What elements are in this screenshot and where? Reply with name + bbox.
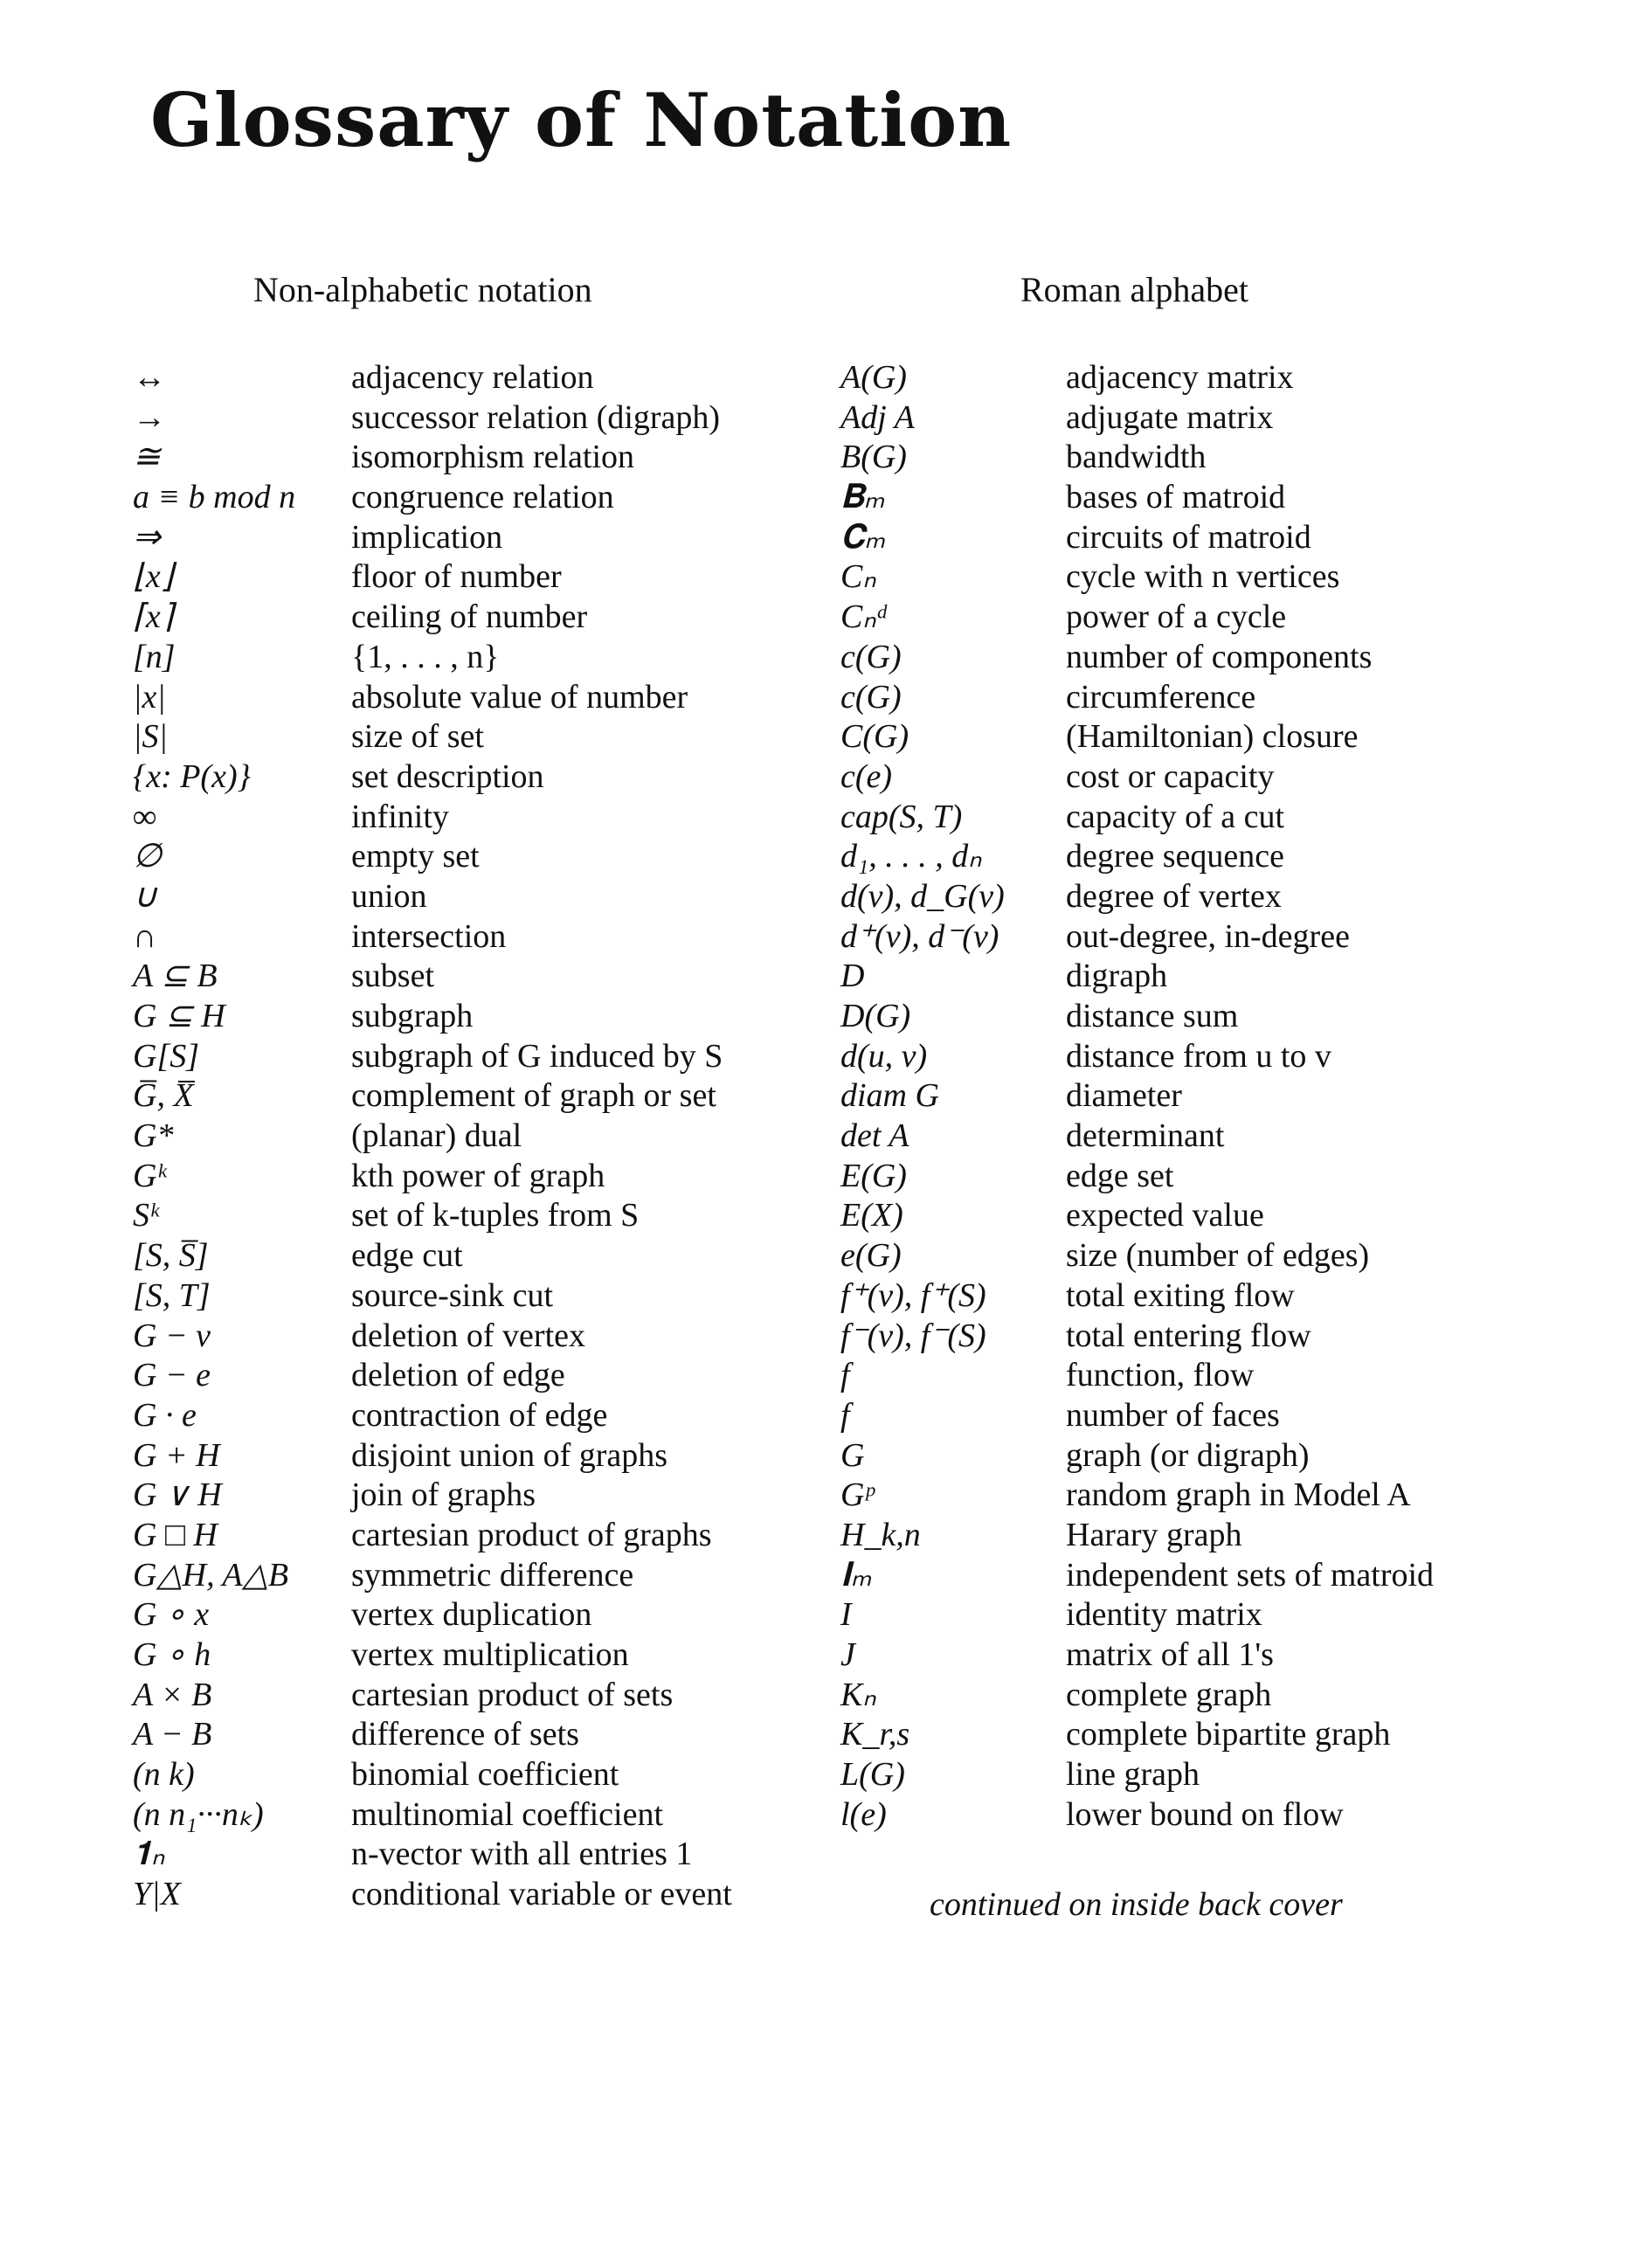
- glossary-entry: [133, 757, 797, 798]
- glossary-entry: [840, 398, 1504, 439]
- glossary-entry: [840, 957, 1504, 997]
- notation-description: congruence relation: [351, 479, 614, 516]
- notation-symbol: d₁, . . . , dₙ: [840, 838, 982, 875]
- notation-description: complete bipartite graph: [1066, 1716, 1391, 1753]
- glossary-entry: [840, 1556, 1504, 1596]
- notation-symbol: G[S]: [133, 1037, 200, 1075]
- glossary-entry: [840, 1356, 1504, 1396]
- glossary-entry: [840, 1037, 1504, 1077]
- notation-description: cartesian product of graphs: [351, 1516, 712, 1553]
- notation-description: bandwidth: [1066, 439, 1207, 476]
- notation-symbol: A − B: [133, 1716, 212, 1753]
- notation-symbol: →: [133, 398, 166, 436]
- notation-symbol: G ∘ x: [133, 1596, 210, 1634]
- notation-symbol: 𝐈ₘ: [840, 1556, 872, 1594]
- glossary-entry: [840, 917, 1504, 958]
- notation-description: absolute value of number: [351, 678, 688, 716]
- notation-symbol: f: [840, 1396, 850, 1434]
- notation-symbol: Adj A: [840, 398, 915, 436]
- notation-description: determinant: [1066, 1117, 1225, 1155]
- notation-symbol: Kₙ: [840, 1676, 876, 1713]
- glossary-entry: [133, 638, 797, 678]
- notation-description: degree sequence: [1066, 838, 1285, 875]
- notation-symbol: f⁺(v), f⁺(S): [840, 1276, 986, 1314]
- notation-description: (Hamiltonian) closure: [1066, 718, 1359, 756]
- glossary-entry: [133, 1715, 797, 1755]
- notation-description: ceiling of number: [351, 598, 588, 636]
- glossary-entry: [840, 997, 1504, 1037]
- glossary-entry: [133, 1635, 797, 1676]
- notation-symbol: ∩: [133, 917, 157, 955]
- notation-description: complete graph: [1066, 1676, 1272, 1713]
- glossary-entry: [840, 1157, 1504, 1197]
- glossary-entry: [133, 1117, 797, 1157]
- notation-description: cycle with n vertices: [1066, 558, 1340, 596]
- glossary-entry: [133, 1516, 797, 1556]
- notation-symbol: A × B: [133, 1676, 212, 1713]
- notation-description: degree of vertex: [1066, 877, 1282, 915]
- glossary-entry: [133, 1076, 797, 1117]
- glossary-entry: [840, 1795, 1504, 1836]
- notation-symbol: G □ H: [133, 1516, 218, 1553]
- glossary-entry: [840, 1396, 1504, 1436]
- glossary-entry: [133, 557, 797, 598]
- notation-symbol: d(u, v): [840, 1037, 928, 1075]
- glossary-entry: [133, 1835, 797, 1875]
- notation-description: Harary graph: [1066, 1516, 1242, 1553]
- notation-symbol: 𝐁ₘ: [840, 479, 885, 516]
- notation-description: distance sum: [1066, 998, 1239, 1034]
- notation-symbol: ⌈x⌉: [133, 598, 174, 636]
- notation-description: digraph: [1066, 958, 1168, 995]
- notation-description: cartesian product of sets: [351, 1676, 674, 1713]
- notation-symbol: (n k): [133, 1756, 195, 1794]
- notation-symbol: c(G): [840, 638, 902, 675]
- notation-description: vertex duplication: [351, 1596, 592, 1634]
- notation-description: union: [351, 877, 427, 915]
- glossary-entry: [840, 1635, 1504, 1676]
- notation-description: function, flow: [1066, 1357, 1255, 1394]
- notation-symbol: f: [840, 1357, 850, 1394]
- glossary-entry: [840, 1476, 1504, 1516]
- notation-symbol: L(G): [840, 1756, 905, 1794]
- notation-symbol: B(G): [840, 439, 907, 476]
- roman-alphabet-heading: Roman alphabet: [1020, 270, 1249, 309]
- glossary-entry: [133, 1196, 797, 1236]
- notation-symbol: G△H, A△B: [133, 1556, 289, 1594]
- notation-symbol: (n n₁···nₖ): [133, 1795, 264, 1833]
- notation-symbol: Y|X: [133, 1876, 181, 1913]
- glossary-entry: [840, 518, 1504, 558]
- glossary-entry: [133, 877, 797, 917]
- notation-description: contraction of edge: [351, 1396, 608, 1434]
- glossary-entry: [840, 557, 1504, 598]
- glossary-entry: [133, 1755, 797, 1795]
- notation-description: floor of number: [351, 558, 562, 596]
- notation-symbol: G*: [133, 1117, 174, 1155]
- notation-description: disjoint union of graphs: [351, 1436, 668, 1474]
- notation-symbol: G ∘ h: [133, 1636, 211, 1673]
- notation-description: subset: [351, 958, 434, 995]
- notation-description: n-vector with all entries 1: [351, 1836, 693, 1873]
- notation-description: symmetric difference: [351, 1556, 634, 1594]
- glossary-entry: [840, 358, 1504, 398]
- glossary-entry: [840, 1076, 1504, 1117]
- glossary-entry: [840, 1595, 1504, 1635]
- notation-description: independent sets of matroid: [1066, 1556, 1435, 1594]
- notation-symbol: I: [840, 1596, 852, 1634]
- glossary-entry: [840, 1715, 1504, 1755]
- notation-symbol: E(X): [840, 1197, 903, 1234]
- glossary-entry: [133, 678, 797, 718]
- notation-description: join of graphs: [351, 1476, 536, 1514]
- glossary-entry: [133, 1396, 797, 1436]
- glossary-entry: [133, 837, 797, 877]
- notation-symbol: H_k,n: [840, 1516, 921, 1553]
- glossary-entry: [133, 358, 797, 398]
- notation-description: kth power of graph: [351, 1157, 605, 1194]
- glossary-entry: [840, 638, 1504, 678]
- notation-description: set of k-tuples from S: [351, 1197, 640, 1234]
- notation-description: size (number of edges): [1066, 1237, 1370, 1275]
- notation-description: empty set: [351, 838, 480, 875]
- notation-description: difference of sets: [351, 1716, 579, 1753]
- glossary-entry: [133, 598, 797, 638]
- notation-description: number of components: [1066, 638, 1373, 675]
- glossary-entry: [840, 1196, 1504, 1236]
- notation-description: identity matrix: [1066, 1596, 1262, 1634]
- notation-symbol: l(e): [840, 1795, 887, 1833]
- glossary-entry: [133, 1436, 797, 1476]
- roman-alphabet-list: [840, 358, 1504, 1835]
- glossary-entry: [840, 598, 1504, 638]
- glossary-entry: [840, 1436, 1504, 1476]
- notation-symbol: Gᵏ: [133, 1157, 167, 1194]
- non-alphabetic-heading: Non-alphabetic notation: [253, 270, 592, 309]
- notation-description: capacity of a cut: [1066, 798, 1285, 835]
- glossary-entry: [840, 438, 1504, 478]
- notation-symbol: D: [840, 958, 865, 995]
- glossary-entry: [133, 917, 797, 958]
- notation-symbol: 𝟏ₙ: [133, 1836, 165, 1873]
- notation-description: bases of matroid: [1066, 479, 1286, 516]
- notation-description: set description: [351, 757, 544, 795]
- glossary-entry: [840, 717, 1504, 757]
- notation-description: total exiting flow: [1066, 1276, 1295, 1314]
- glossary-entry: [133, 1676, 797, 1716]
- notation-symbol: ∪: [133, 877, 157, 915]
- notation-symbol: Cₙ: [840, 558, 876, 596]
- notation-symbol: c(e): [840, 757, 893, 795]
- glossary-entry: [840, 1117, 1504, 1157]
- glossary-entry: [133, 1795, 797, 1836]
- notation-description: intersection: [351, 917, 507, 955]
- notation-symbol: d⁺(v), d⁻(v): [840, 917, 999, 955]
- glossary-entry: [133, 798, 797, 838]
- notation-symbol: ↔: [133, 359, 166, 396]
- notation-symbol: c(G): [840, 678, 902, 716]
- notation-description: deletion of edge: [351, 1357, 565, 1394]
- glossary-entry: [133, 438, 797, 478]
- glossary-entry: [840, 757, 1504, 798]
- notation-description: circuits of matroid: [1066, 518, 1311, 556]
- notation-symbol: K_r,s: [840, 1716, 910, 1753]
- glossary-entry: [133, 1875, 797, 1915]
- notation-description: graph (or digraph): [1066, 1436, 1310, 1474]
- notation-description: power of a cycle: [1066, 598, 1287, 636]
- glossary-entry: [133, 1276, 797, 1317]
- glossary-entry: [840, 1236, 1504, 1276]
- notation-symbol: G − v: [133, 1317, 211, 1354]
- notation-description: cost or capacity: [1066, 757, 1275, 795]
- notation-description: successor relation (digraph): [351, 398, 721, 436]
- glossary-entry: [840, 1317, 1504, 1357]
- notation-description: expected value: [1066, 1197, 1264, 1234]
- notation-description: isomorphism relation: [351, 439, 635, 476]
- glossary-entry: [840, 478, 1504, 518]
- notation-symbol: A ⊆ B: [133, 958, 218, 995]
- notation-symbol: det A: [840, 1117, 909, 1155]
- notation-description: implication: [351, 518, 503, 556]
- notation-description: circumference: [1066, 678, 1256, 716]
- notation-symbol: G + H: [133, 1436, 220, 1474]
- notation-description: multinomial coefficient: [351, 1795, 664, 1833]
- notation-description: total entering flow: [1066, 1317, 1311, 1354]
- notation-description: deletion of vertex: [351, 1317, 586, 1354]
- notation-description: random graph in Model A: [1066, 1476, 1411, 1514]
- notation-symbol: f⁻(v), f⁻(S): [840, 1317, 986, 1354]
- page-title: Glossary of Notation: [150, 77, 1013, 163]
- notation-symbol: G ⊆ H: [133, 998, 225, 1034]
- notation-description: vertex multiplication: [351, 1636, 629, 1673]
- glossary-entry: [133, 1476, 797, 1516]
- notation-symbol: 𝐂ₘ: [840, 518, 886, 556]
- glossary-entry: [133, 957, 797, 997]
- notation-description: adjugate matrix: [1066, 398, 1274, 436]
- notation-symbol: cap(S, T): [840, 798, 963, 835]
- notation-description: (planar) dual: [351, 1117, 522, 1155]
- notation-symbol: d(v), d_G(v): [840, 877, 1005, 915]
- notation-symbol: G − e: [133, 1357, 211, 1394]
- continued-note: continued on inside back cover: [930, 1886, 1343, 1923]
- notation-symbol: G ∨ H: [133, 1476, 222, 1514]
- glossary-entry: [840, 678, 1504, 718]
- glossary-entry: [133, 1556, 797, 1596]
- notation-symbol: {x: P(x)}: [133, 757, 251, 795]
- glossary-entry: [840, 1755, 1504, 1795]
- glossary-entry: [840, 1676, 1504, 1716]
- notation-symbol: Sᵏ: [133, 1197, 159, 1234]
- glossary-entry: [133, 717, 797, 757]
- notation-description: subgraph of G induced by S: [351, 1037, 723, 1075]
- notation-description: diameter: [1066, 1077, 1182, 1115]
- glossary-entry: [133, 1236, 797, 1276]
- notation-description: infinity: [351, 798, 449, 835]
- glossary-entry: [133, 1356, 797, 1396]
- notation-symbol: ∞: [133, 798, 157, 835]
- notation-description: out-degree, in-degree: [1066, 917, 1350, 955]
- notation-symbol: G: [840, 1436, 865, 1474]
- glossary-entry: [133, 1157, 797, 1197]
- notation-symbol: ≅: [133, 439, 161, 476]
- notation-symbol: G · e: [133, 1396, 197, 1434]
- notation-description: complement of graph or set: [351, 1077, 716, 1115]
- notation-symbol: Gᵖ: [840, 1476, 875, 1514]
- notation-symbol: ⇒: [133, 518, 161, 556]
- notation-description: {1, . . . , n}: [351, 638, 500, 675]
- notation-symbol: D(G): [840, 998, 911, 1034]
- notation-description: edge cut: [351, 1237, 463, 1275]
- notation-symbol: [S, T]: [133, 1276, 211, 1314]
- notation-symbol: A(G): [840, 359, 907, 396]
- notation-symbol: E(G): [840, 1157, 907, 1194]
- notation-description: edge set: [1066, 1157, 1174, 1194]
- notation-description: number of faces: [1066, 1396, 1280, 1434]
- notation-description: distance from u to v: [1066, 1037, 1331, 1075]
- notation-symbol: Cₙᵈ: [840, 598, 887, 636]
- glossary-entry: [840, 798, 1504, 838]
- notation-symbol: |S|: [133, 718, 168, 756]
- glossary-entry: [133, 518, 797, 558]
- notation-description: matrix of all 1's: [1066, 1636, 1274, 1673]
- notation-symbol: a ≡ b mod n: [133, 479, 296, 516]
- glossary-entry: [133, 1595, 797, 1635]
- notation-symbol: [n]: [133, 638, 176, 675]
- notation-description: conditional variable or event: [351, 1876, 732, 1913]
- notation-symbol: |x|: [133, 678, 166, 716]
- notation-description: source-sink cut: [351, 1276, 554, 1314]
- notation-symbol: J: [840, 1636, 855, 1673]
- notation-symbol: G̅, X̅: [133, 1077, 194, 1115]
- notation-description: subgraph: [351, 998, 474, 1034]
- glossary-entry: [840, 877, 1504, 917]
- notation-symbol: diam G: [840, 1077, 939, 1115]
- glossary-entry: [133, 1317, 797, 1357]
- notation-description: adjacency relation: [351, 359, 594, 396]
- notation-description: binomial coefficient: [351, 1756, 619, 1794]
- notation-description: lower bound on flow: [1066, 1795, 1344, 1833]
- glossary-entry: [133, 398, 797, 439]
- glossary-entry: [133, 997, 797, 1037]
- notation-description: size of set: [351, 718, 484, 756]
- notation-symbol: C(G): [840, 718, 909, 756]
- glossary-entry: [840, 1276, 1504, 1317]
- glossary-entry: [133, 1037, 797, 1077]
- glossary-entry: [133, 478, 797, 518]
- glossary-entry: [840, 1516, 1504, 1556]
- notation-symbol: ⌊x⌋: [133, 558, 174, 596]
- glossary-entry: [840, 837, 1504, 877]
- notation-symbol: ∅: [133, 838, 163, 875]
- notation-symbol: e(G): [840, 1237, 902, 1275]
- notation-symbol: [S, S̅]: [133, 1237, 209, 1275]
- notation-description: line graph: [1066, 1756, 1200, 1794]
- non-alphabetic-list: [133, 358, 797, 1915]
- notation-description: adjacency matrix: [1066, 359, 1294, 396]
